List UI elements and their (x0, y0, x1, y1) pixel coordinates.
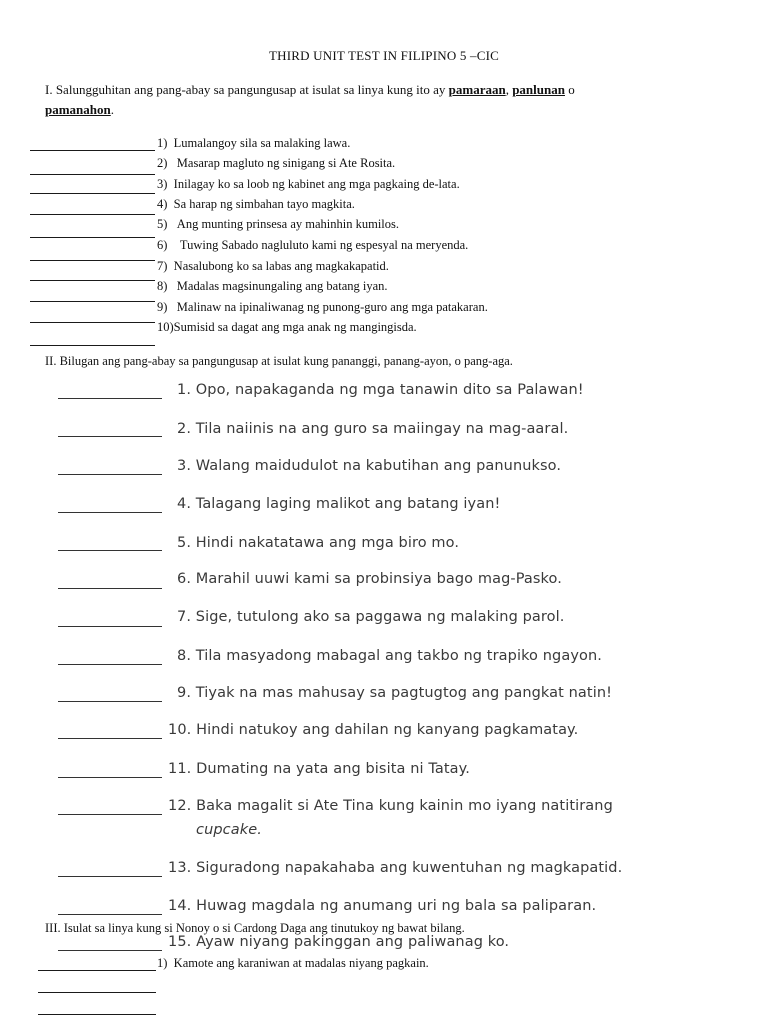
answer-line[interactable] (58, 738, 162, 739)
answer-line[interactable] (38, 992, 156, 993)
item-sentence: Tuwing Sabado nagluluto kami ng espesyal na meryenda. (179, 238, 469, 252)
item-sentence: Tila naiinis na ang guro sa maiingay na mag-aaral. (195, 421, 569, 437)
answer-line[interactable] (58, 474, 162, 475)
item-sentence: Nasalubong ko sa labas ang magkakapatid. (173, 259, 389, 273)
part1-item (157, 156, 395, 171)
part2-item (168, 898, 596, 914)
part1-item (157, 217, 399, 232)
part2-item (177, 535, 459, 551)
item-number: 15. (168, 934, 192, 950)
part1-item (157, 320, 417, 335)
answer-line[interactable] (30, 322, 155, 323)
part2-instruction: II. Bilugan ang pang-abay sa pangungusap at isulat kung pananggi, panang-ayon, o pang-aga. (45, 354, 513, 368)
part1-item (157, 197, 355, 212)
part2-item (177, 648, 602, 664)
item-sentence: Masarap magluto ng sinigang si Ate Rosita. (176, 156, 396, 170)
item-sentence: Sumisid sa dagat ang mga anak ng mangingisda. (173, 320, 417, 334)
item-number: 11. (168, 761, 192, 777)
item-number: 8. (177, 648, 192, 664)
item-number: 5. (177, 535, 192, 551)
separator: , (505, 82, 509, 97)
answer-line[interactable] (58, 588, 162, 589)
answer-line[interactable] (30, 280, 155, 281)
part1-item (157, 279, 388, 294)
part2-item (177, 496, 500, 512)
item-sentence: Marahil uuwi kami sa probinsiya bago mag-Pasko. (195, 571, 562, 587)
part2-item (177, 458, 561, 474)
item-sentence: Kamote ang karaniwan at madalas niyang pagkain. (173, 956, 429, 970)
item-number: 10. (168, 722, 192, 738)
item-sentence: Walang maidudulot na kabutihan ang panunukso. (195, 458, 562, 474)
item-sentence: Opo, napakaganda ng mga tanawin dito sa Palawan! (195, 382, 584, 398)
part1-item (157, 177, 460, 192)
part2-item-continuation: cupcake. (196, 822, 262, 838)
item-sentence: Sa harap ng simbahan tayo magkita. (173, 197, 355, 211)
part1-instruction (45, 82, 575, 98)
test-title: THIRD UNIT TEST IN FILIPINO 5 –CIC (269, 48, 499, 63)
item-sentence: Talagang laging malikot ang batang iyan! (195, 496, 501, 512)
answer-line[interactable] (58, 550, 162, 551)
part3-item (157, 956, 429, 971)
item-number: 4. (177, 496, 192, 512)
item-sentence: Dumating na yata ang bisita ni Tatay. (196, 761, 470, 777)
part2-item (177, 609, 564, 625)
item-sentence: Ang munting prinsesa ay mahinhin kumilos. (176, 217, 400, 231)
item-sentence: Siguradong napakahaba ang kuwentuhan ng magkapatid. (196, 860, 623, 876)
item-sentence: Baka magalit si Ate Tina kung kainin mo iyang natitirang (196, 798, 613, 814)
item-number: 8) (157, 279, 168, 293)
part1-item (157, 136, 350, 151)
item-number: 9. (177, 685, 192, 701)
part2-item (168, 934, 509, 950)
part1-item (157, 259, 389, 274)
part1-item (157, 238, 468, 253)
part2-item (177, 571, 562, 587)
answer-line[interactable] (58, 398, 162, 399)
part2-item (168, 722, 578, 738)
item-number: 12. (168, 798, 192, 814)
answer-line[interactable] (30, 150, 155, 151)
answer-line[interactable] (58, 512, 162, 513)
item-number: 13. (168, 860, 192, 876)
answer-line[interactable] (30, 260, 155, 261)
answer-line[interactable] (58, 664, 162, 665)
keyword-pamaraan: pamaraan (448, 82, 506, 97)
item-number: 1) (157, 136, 168, 150)
part1-instruction-text: I. Salungguhitan ang pang-abay sa pangungusap at isulat sa linya kung ito ay (45, 82, 446, 97)
part2-item (177, 421, 568, 437)
item-number: 1) (157, 956, 168, 970)
answer-line[interactable] (58, 814, 162, 815)
item-sentence: Huwag magdala ng anumang uri ng bala sa paliparan. (196, 898, 597, 914)
answer-line[interactable] (30, 214, 155, 215)
item-sentence: Tiyak na mas mahusay sa pagtugtog ang pangkat natin! (195, 685, 613, 701)
item-number: 7. (177, 609, 192, 625)
part1-instruction-line2 (45, 102, 114, 118)
item-number: 14. (168, 898, 192, 914)
answer-line[interactable] (38, 1014, 156, 1015)
answer-line[interactable] (58, 626, 162, 627)
item-number: 6. (177, 571, 192, 587)
answer-line[interactable] (38, 970, 156, 971)
item-sentence: Hindi natukoy ang dahilan ng kanyang pagkamatay. (196, 722, 579, 738)
item-sentence: Ayaw niyang pakinggan ang paliwanag ko. (196, 934, 510, 950)
answer-line[interactable] (58, 876, 162, 877)
item-sentence: Hindi nakatatawa ang mga biro mo. (195, 535, 460, 551)
item-number: 2. (177, 421, 192, 437)
part2-item (177, 685, 612, 701)
answer-line[interactable] (58, 701, 162, 702)
instruction-end: . (110, 102, 114, 117)
answer-line[interactable] (30, 301, 155, 302)
separator: o (568, 82, 575, 97)
item-number: 3. (177, 458, 192, 474)
item-number: 9) (157, 300, 168, 314)
item-sentence: Malinaw na ipinaliwanag ng punong-guro ang mga patakaran. (176, 300, 488, 314)
item-sentence: Lumalangoy sila sa malaking lawa. (173, 136, 351, 150)
part3-instruction: III. Isulat sa linya kung si Nonoy o si Cardong Daga ang tinutukoy ng bawat bilang. (45, 921, 465, 935)
answer-line[interactable] (30, 193, 155, 194)
item-number: 6) (157, 238, 168, 252)
item-number: 2) (157, 156, 168, 170)
item-number: 5) (157, 217, 168, 231)
item-number: 3) (157, 177, 168, 191)
answer-line[interactable] (58, 436, 162, 437)
part2-item (168, 860, 622, 876)
part2-item (168, 761, 470, 777)
item-number: 1. (177, 382, 192, 398)
answer-line[interactable] (30, 237, 155, 238)
part2-item (168, 798, 613, 814)
keyword-pamanahon: pamanahon (45, 102, 111, 117)
item-number: 10) (157, 320, 174, 334)
answer-line[interactable] (30, 174, 155, 175)
item-number: 4) (157, 197, 168, 211)
answer-line[interactable] (58, 914, 162, 915)
part1-item (157, 300, 488, 315)
item-number: 7) (157, 259, 168, 273)
item-sentence: Sige, tutulong ako sa paggawa ng malaking parol. (195, 609, 565, 625)
keyword-panlunan: panlunan (512, 82, 565, 97)
part2-item (177, 382, 584, 398)
item-sentence: Tila masyadong mabagal ang takbo ng trapiko ngayon. (195, 648, 602, 664)
answer-line[interactable] (58, 950, 162, 951)
answer-line[interactable] (30, 345, 155, 346)
item-sentence: Inilagay ko sa loob ng kabinet ang mga pagkaing de-lata. (173, 177, 460, 191)
answer-line[interactable] (58, 777, 162, 778)
item-sentence: Madalas magsinungaling ang batang iyan. (176, 279, 388, 293)
